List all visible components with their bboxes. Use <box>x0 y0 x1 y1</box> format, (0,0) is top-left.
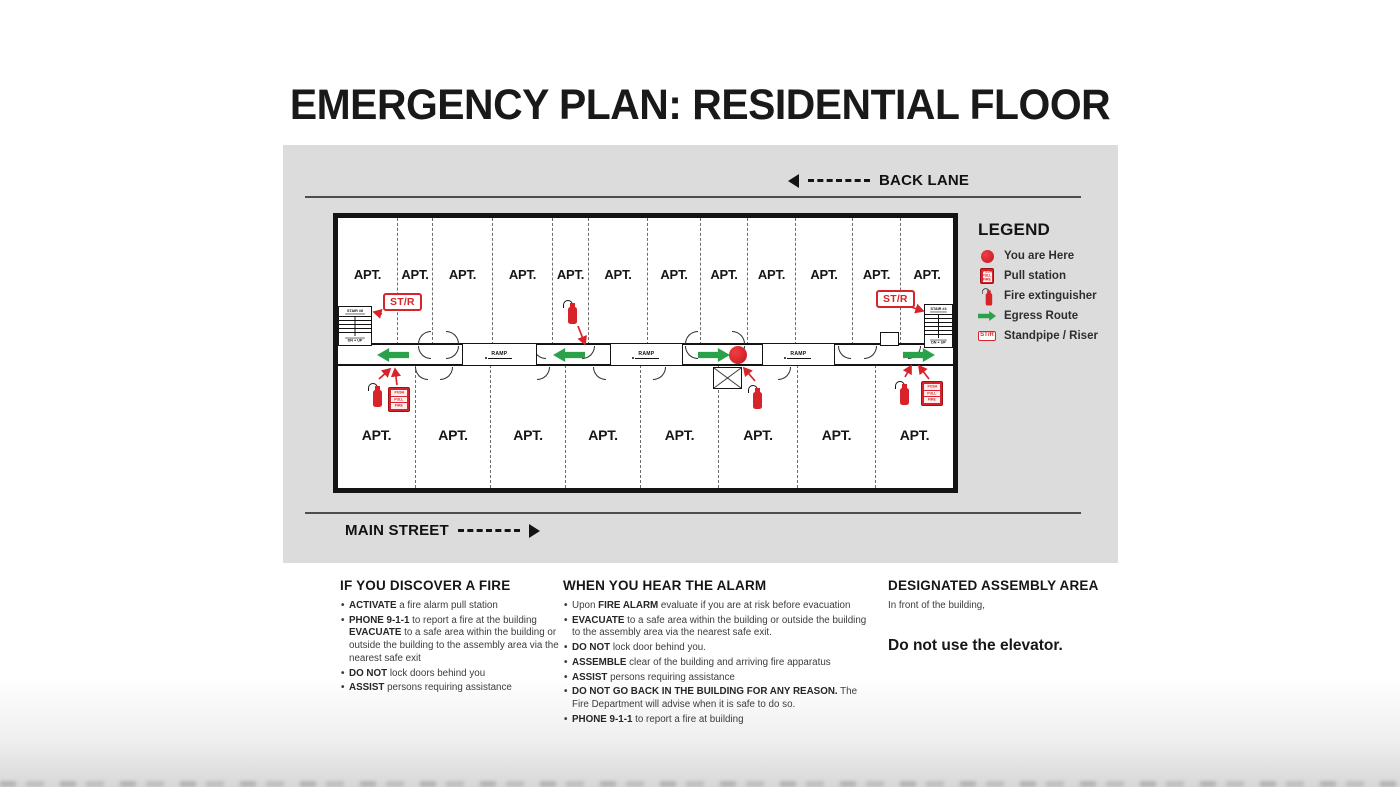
main-street-dashed-line <box>458 529 520 532</box>
bullet-item: • ASSEMBLE clear of the building and arriving fire apparatus <box>563 657 871 670</box>
door-arc <box>446 346 459 359</box>
back-lane-row <box>788 172 969 189</box>
bullet-item: • ACTIVATE a fire alarm pull station <box>340 600 582 613</box>
standpipe-badge: ST/R <box>383 293 422 311</box>
ramp-label: RAMP <box>638 350 655 357</box>
egress-route-icon <box>978 311 996 321</box>
legend-item <box>978 306 1108 326</box>
bullet-item: • PHONE 9-1-1 to report a fire at building <box>563 714 871 727</box>
apartment-label: APT. <box>664 426 695 443</box>
apartment-label: APT. <box>588 426 618 443</box>
apartment-cell <box>415 365 490 488</box>
door-arc <box>685 346 698 359</box>
page-title: EMERGENCY PLAN: RESIDENTIAL FLOOR <box>289 81 1111 129</box>
stair-right <box>924 304 953 348</box>
legend <box>978 220 1108 346</box>
apartment-label: APT. <box>353 267 382 282</box>
apartment-label: APT. <box>710 267 738 282</box>
bullet-list <box>340 600 582 695</box>
divider-bottom <box>305 512 1081 514</box>
legend-items <box>978 246 1108 346</box>
apartment-label: APT. <box>821 426 852 443</box>
stair-direction-label: DN + UP <box>931 340 946 345</box>
pull-station-icon-slot <box>978 268 996 284</box>
apartment-label: APT. <box>899 426 930 443</box>
apartment-label: APT. <box>448 267 477 282</box>
apartment-label: APT. <box>513 426 543 443</box>
pull-station-icon: PUSH PULL FIRE <box>921 381 943 406</box>
egress-arrow-icon <box>698 348 730 362</box>
legend-item-label: Pull station <box>1004 270 1066 282</box>
apartment-cell <box>640 365 718 488</box>
main-street-arrowhead-icon <box>529 524 540 538</box>
ramp-box <box>462 343 537 366</box>
apartment-cell <box>397 218 432 345</box>
stair-direction-label: DN + UP <box>345 338 365 344</box>
bullet-item: • PHONE 9-1-1 to report a fire at the building EVACUATE to a safe area within the building or outside the building to the assembly area via the nearest safe exit <box>340 615 582 666</box>
apartment-label: APT. <box>913 267 941 282</box>
site-plan-panel <box>283 145 1118 563</box>
bottom-reflection <box>0 781 1400 787</box>
apartment-label: APT. <box>757 267 786 282</box>
apartment-cell <box>492 218 552 345</box>
section-assembly <box>888 578 1138 655</box>
door-arc <box>418 346 431 359</box>
fire-extinguisher-icon <box>563 298 578 325</box>
legend-item <box>978 266 1108 286</box>
stair-treads <box>925 314 952 338</box>
pull-station-icon: PUSH PULL FIRE <box>980 268 994 284</box>
ramp-box <box>762 343 835 366</box>
divider-top <box>305 196 1081 198</box>
egress-arrow-icon <box>553 348 585 362</box>
legend-title: LEGEND <box>978 220 1051 239</box>
ramp-label: RAMP <box>790 350 807 357</box>
you-are-here-icon <box>981 250 994 263</box>
apartment-cell <box>552 218 588 345</box>
apartment-label: APT. <box>862 267 891 282</box>
fire-extinguisher-icon <box>368 381 383 408</box>
vestibule <box>880 332 899 346</box>
legend-item-label: Egress Route <box>1004 310 1079 322</box>
apartment-label: APT. <box>361 426 392 443</box>
back-lane-dashed-line <box>808 179 870 182</box>
legend-item <box>978 246 1108 266</box>
apartments-bottom-row <box>338 365 953 488</box>
legend-item-label: Standpipe / Riser <box>1004 330 1098 342</box>
bullet-item: • EVACUATE to a safe area within the building or outside the building to the assembly area via the nearest safe exit. <box>563 615 871 640</box>
back-lane-arrowhead-icon <box>788 174 799 188</box>
main-street-row <box>345 522 540 539</box>
legend-item <box>978 326 1108 346</box>
ramp-underline <box>635 358 659 359</box>
stair-label: STAIR #6 <box>346 309 364 314</box>
section-discover <box>340 578 582 697</box>
floor-plan <box>333 213 958 493</box>
ramp-underline <box>787 358 811 359</box>
legend-item <box>978 286 1108 306</box>
assembly-location: In front of the building, <box>888 600 985 611</box>
apartment-label: APT. <box>743 426 773 443</box>
assembly-warning: Do not use the elevator. <box>888 636 1063 654</box>
apartment-label: APT. <box>810 267 838 282</box>
fire-extinguisher-icon <box>895 379 910 406</box>
door-arc <box>838 346 851 359</box>
fire-extinguisher-icon-slot <box>978 283 996 310</box>
apartment-label: APT. <box>438 426 468 443</box>
stair-label: STAIR #4 <box>930 307 947 312</box>
section-alarm <box>563 578 871 729</box>
bullet-item: • Upon FIRE ALARM evaluate if you are at risk before evacuation <box>563 600 871 613</box>
ramp-box <box>610 343 683 366</box>
door-arc <box>864 346 877 359</box>
bullet-item: • DO NOT lock door behind you. <box>563 642 871 655</box>
apartment-label: APT. <box>508 267 537 282</box>
ramp-label: RAMP <box>491 350 508 357</box>
fire-extinguisher-icon <box>982 286 993 305</box>
bullet-list <box>563 600 871 727</box>
bullet-item: • DO NOT GO BACK IN THE BUILDING FOR ANY REASON. The Fire Department will advise when it is safe to do so. <box>563 686 871 711</box>
bullet-item: • ASSIST persons requiring assistance <box>340 682 582 695</box>
standpipe-riser-icon-slot <box>978 331 996 341</box>
apartment-cell <box>747 218 795 345</box>
apartment-label: APT. <box>401 267 429 282</box>
main-street-label: MAIN STREET <box>345 522 449 539</box>
apartment-cell <box>797 365 875 488</box>
elevator-icon <box>713 367 742 389</box>
back-lane-label: BACK LANE <box>879 172 970 189</box>
egress-arrow-icon <box>377 348 409 362</box>
apartment-cell <box>565 365 640 488</box>
ramp-underline <box>488 358 512 359</box>
apartment-cell <box>432 218 492 345</box>
standpipe-badge: ST/R <box>876 290 915 308</box>
you-are-here-icon-slot <box>978 250 996 263</box>
apartment-cell <box>700 218 747 345</box>
egress-route-icon-slot <box>978 311 996 321</box>
apartment-cell <box>647 218 700 345</box>
apartment-label: APT. <box>660 267 688 282</box>
bullet-item: • ASSIST persons requiring assistance <box>563 672 871 685</box>
stair-left <box>338 306 372 346</box>
fire-extinguisher-icon <box>748 383 763 410</box>
apartment-cell <box>795 218 852 345</box>
pull-station-icon: PUSH PULL FIRE <box>388 387 410 412</box>
apartments-top-row <box>338 218 953 345</box>
apartment-label: APT. <box>604 267 632 282</box>
apartment-label: APT. <box>556 267 585 282</box>
legend-item-label: You are Here <box>1004 250 1075 262</box>
section-heading: WHEN YOU HEAR THE ALARM <box>563 578 767 593</box>
bullet-item: • DO NOT lock doors behind you <box>340 668 582 681</box>
apartment-cell <box>588 218 647 345</box>
apartment-cell <box>490 365 565 488</box>
section-heading: IF YOU DISCOVER A FIRE <box>340 578 511 593</box>
stair-treads <box>339 316 371 336</box>
legend-item-label: Fire extinguisher <box>1004 290 1097 302</box>
apartment-cell <box>852 218 900 345</box>
you-are-here-icon <box>729 346 747 364</box>
standpipe-riser-icon: ST/R <box>978 331 997 341</box>
section-heading: DESIGNATED ASSEMBLY AREA <box>888 578 1099 593</box>
